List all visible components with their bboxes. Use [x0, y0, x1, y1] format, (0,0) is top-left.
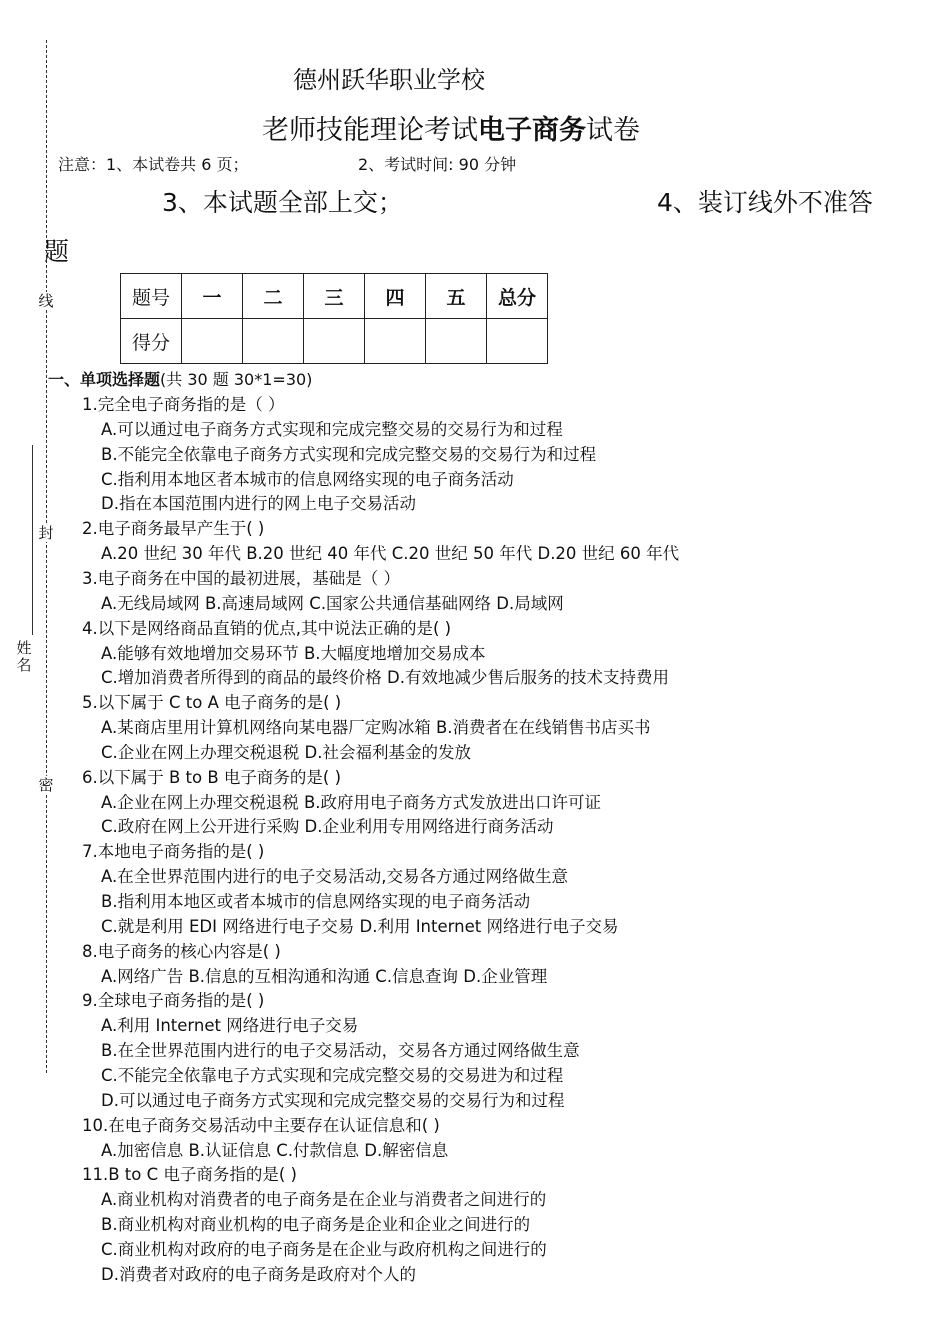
answer-option: C.企业在网上办理交税退税 D.社会福利基金的发放 — [101, 742, 471, 762]
answer-option: C.政府在网上公开进行采购 D.企业利用专用网络进行商务活动 — [101, 817, 554, 837]
answer-option: B.不能完全依靠电子商务方式实现和完成完整交易的交易行为和过程 — [101, 444, 597, 464]
answer-option: A.企业在网上办理交税退税 B.政府用电子商务方式发放进出口许可证 — [101, 792, 602, 812]
answer-option: C.增加消费者所得到的商品的最终价格 D.有效地减少售后服务的技术支持费用 — [101, 668, 669, 688]
score-cell — [182, 319, 243, 364]
answer-option: A.某商店里用计算机网络向某电器厂定购冰箱 B.消费者在在线销售书店买书 — [101, 718, 651, 738]
answer-option: A.利用 Internet 网络进行电子交易 — [101, 1016, 359, 1036]
answer-option: C.不能完全依靠电子方式实现和完成完整交易的交易进为和过程 — [101, 1065, 564, 1085]
score-cell — [243, 319, 304, 364]
score-cell: 得分 — [121, 319, 182, 364]
score-cell — [426, 319, 487, 364]
answer-option: A.加密信息 B.认证信息 C.付款信息 D.解密信息 — [101, 1140, 449, 1160]
question-stem: 10.在电子商务交易活动中主要存在认证信息和( ) — [82, 1115, 440, 1135]
question-stem: 4.以下是网络商品直销的优点,其中说法正确的是( ) — [82, 618, 452, 638]
note-submit: 3、本试题全部上交； — [162, 188, 403, 217]
binding-dashed-line — [46, 40, 47, 1073]
score-table-score-row — [121, 319, 548, 364]
answer-option: A.商业机构对消费者的电子商务是在企业与消费者之间进行的 — [101, 1190, 547, 1210]
question-stem: 9.全球电子商务指的是( ) — [82, 991, 265, 1011]
question-stem: 7.本地电子商务指的是( ) — [82, 842, 265, 862]
margin-label-mi: 密 — [38, 776, 54, 794]
name-blank-line — [32, 445, 33, 635]
margin-label-feng: 封 — [38, 524, 54, 542]
score-cell: 一 — [182, 274, 243, 319]
score-cell — [304, 319, 365, 364]
note-time: 2、考试时间: 90 分钟 — [358, 155, 517, 174]
score-table — [120, 273, 548, 364]
answer-option: A.20 世纪 30 年代 B.20 世纪 40 年代 C.20 世纪 50 年代 D.20 世纪 60 年代 — [101, 544, 680, 564]
score-cell — [487, 319, 548, 364]
score-cell: 二 — [243, 274, 304, 319]
answer-option: B.商业机构对商业机构的电子商务是企业和企业之间进行的 — [101, 1215, 531, 1235]
question-stem: 1.完全电子商务指的是（ ） — [82, 395, 285, 414]
score-table-header-row — [121, 274, 548, 319]
score-cell: 五 — [426, 274, 487, 319]
section-heading — [48, 367, 312, 390]
answer-option: A.能够有效地增加交易环节 B.大幅度地增加交易成本 — [101, 643, 486, 663]
score-cell: 四 — [365, 274, 426, 319]
page-title — [262, 108, 640, 147]
score-cell: 三 — [304, 274, 365, 319]
answer-option: B.指利用本地区或者本城市的信息网络实现的电子商务活动 — [101, 892, 531, 911]
answer-option: A.网络广告 B.信息的互相沟通和沟通 C.信息查询 D.企业管理 — [101, 966, 548, 986]
question-stem: 2.电子商务最早产生于( ) — [82, 519, 265, 539]
answer-option: C.就是利用 EDI 网络进行电子交易 D.利用 Internet 网络进行电子交易 — [101, 916, 619, 936]
title-prefix: 老师技能理论考试 — [262, 115, 478, 146]
title-suffix: 试卷 — [586, 115, 640, 146]
margin-label-xian: 线 — [38, 292, 54, 310]
question-stem: 5.以下属于 C to A 电子商务的是( ) — [82, 693, 342, 713]
note-pages: 注意：1、本试卷共 6 页； — [58, 155, 249, 174]
question-stem: 6.以下属于 B to B 电子商务的是( ) — [82, 767, 342, 787]
question-stem: 8.电子商务的核心内容是( ) — [82, 941, 281, 961]
margin-label-name: 姓名 — [16, 639, 32, 674]
answer-option: D.消费者对政府的电子商务是政府对个人的 — [101, 1264, 416, 1284]
section-info: (共 30 题 30*1=30) — [160, 370, 313, 389]
question-stem: 11.B to C 电子商务指的是( ) — [82, 1165, 297, 1185]
answer-option: A.在全世界范围内进行的电子交易活动,交易各方通过网络做生意 — [101, 867, 568, 887]
answer-option: D.可以通过电子商务方式实现和完成完整交易的交易行为和过程 — [101, 1090, 565, 1110]
score-cell: 总分 — [487, 274, 548, 319]
question-stem: 3.电子商务在中国的最初进展，基础是（ ） — [82, 568, 400, 588]
answer-option: A.可以通过电子商务方式实现和完成完整交易的交易行为和过程 — [101, 419, 563, 439]
section-title: 一、单项选择题 — [48, 370, 161, 389]
answer-option: C.商业机构对政府的电子商务是在企业与政府机构之间进行的 — [101, 1239, 547, 1259]
answer-option: C.指利用本地区者本城市的信息网络实现的电子商务活动 — [101, 469, 514, 489]
score-cell — [365, 319, 426, 364]
note-no-answer: 4、装订线外不准答 — [657, 188, 873, 217]
answer-option: A.无线局域网 B.高速局域网 C.国家公共通信基础网络 D.局域网 — [101, 593, 564, 613]
school-name: 德州跃华职业学校 — [293, 66, 485, 94]
note-no-answer-cont: 题 — [44, 237, 70, 266]
title-bold: 电子商务 — [478, 115, 586, 146]
answer-option: D.指在本国范围内进行的网上电子交易活动 — [101, 494, 416, 514]
answer-option: B.在全世界范围内进行的电子交易活动，交易各方通过网络做生意 — [101, 1041, 580, 1061]
score-cell: 题号 — [121, 274, 182, 319]
